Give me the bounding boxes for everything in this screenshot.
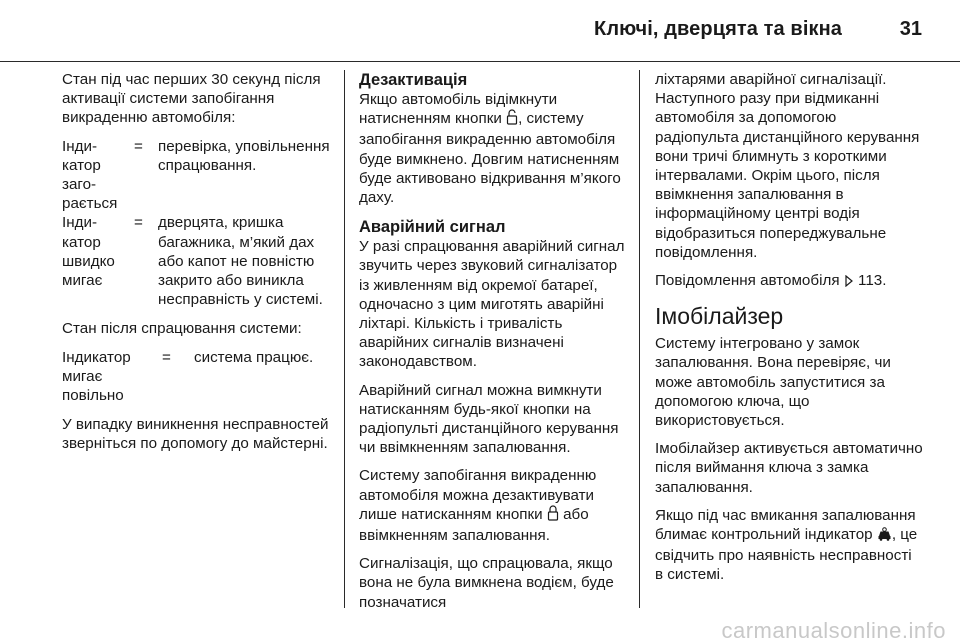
- table-desc: система працює.: [194, 348, 314, 366]
- table-term: Інди-катор швидко мигає: [62, 214, 115, 290]
- page-title: Ключі, дверцята та вікна: [594, 18, 842, 40]
- deactivation-heading: Дезактивація: [359, 71, 468, 89]
- alarm-text-b: або ввімкненням запалювання.: [359, 505, 589, 545]
- alarm-paragraph: Сигналізація, що спрацювала, якщо вона не була вимкнена водієм, буде позначатися: [359, 555, 614, 611]
- table-eq: =: [134, 214, 143, 232]
- reference-text: Повідомлення автомобіля: [655, 272, 844, 290]
- page-header: [0, 0, 960, 62]
- intro-text: Стан під час перших 30 секунд після активації системи запобігання викраденню автомобіля:: [62, 71, 321, 127]
- immobilizer-paragraph: [655, 506, 923, 585]
- cross-reference: [655, 271, 923, 292]
- reference-page: 113.: [858, 272, 887, 290]
- alarm-text-a: Систему запобігання викраденню автомобіля можна дезактивувати лише натисканням кнопки: [359, 467, 597, 523]
- immobilizer-text-b: , це свідчить про наявність несправності в системі.: [655, 526, 918, 584]
- page-number: 31: [899, 18, 922, 40]
- immobilizer-paragraph: Імобілайзер активується автоматично після виймання ключа з замка запалювання.: [655, 440, 923, 496]
- table-eq: =: [162, 348, 171, 366]
- column-right: [655, 70, 923, 594]
- alarm-heading: Аварійний сигнал: [359, 218, 506, 237]
- header-rule: [0, 61, 960, 62]
- alarm-paragraph: У разі спрацювання аварійний сигнал звучить через звуковий сигналізатор із живленням від окремої батареї, одночасно з цим миготять аварійні ліхтарі. Кількість і тривалість аварійних сигналів визначені законодавством.: [359, 238, 625, 371]
- table-term: Індикатор мигає повільно: [62, 348, 131, 405]
- alarm-paragraph: Аварійний сигнал можна вимкнути натисканням будь-якої кнопки на радіопульті дистанційного керування чи ввімкненням запалювання.: [359, 381, 619, 457]
- after-trigger-label: Стан після спрацювання системи:: [62, 320, 302, 338]
- lock-icon: [547, 505, 559, 526]
- immobilizer-text-a: Якщо під час вмикання запалювання блимає контрольний індикатор: [655, 506, 916, 544]
- table-desc: дверцята, кришка багажника, м’який дах або капот не повністю закрито або виникла несправність у системі.: [158, 214, 323, 309]
- page-footer: [0, 612, 960, 642]
- car-key-warning-icon: [877, 527, 892, 546]
- alarm-paragraph: [359, 466, 627, 545]
- continued-text: ліхтарями аварійної сигналізації. Наступного разу при відмиканні автомобіля за допомогою радіопульта дистанційного керування вони тричі блимнуть з короткими інтервалами. Окрім цього, після ввімкнення запалювання в інформаційному центрі водія відобразиться попереджувальне повідомлення.: [655, 71, 920, 261]
- fault-text: У випадку виникнення несправностей зверніться по допомогу до майстерні.: [62, 416, 329, 453]
- immobilizer-paragraph: Систему інтегровано у замок запалювання. Вона перевіряє, чи може автомобіль запуститися за допомогою ключа, що використовується.: [655, 335, 891, 430]
- watermark: carmanualsonline.info: [721, 618, 946, 643]
- deactivation-text: [359, 90, 627, 207]
- table-row: [62, 348, 330, 406]
- table-desc: перевірка, уповільнення спрацювання.: [158, 137, 330, 174]
- deactivation-text-a: Якщо автомобіль відімкнути натисненням кнопки: [359, 91, 558, 128]
- table-term: Інди-катор заго-рається: [62, 137, 118, 213]
- deactivation-text-b: , систему запобігання викраденню автомобіля буде вимкнено. Довгим натисненням буде активовано відкривання м’якого даху.: [359, 110, 621, 207]
- status-table-first-30s: [62, 137, 330, 310]
- table-row: [62, 137, 330, 214]
- page-reference-arrow-icon: [844, 273, 854, 292]
- column-middle: [359, 70, 627, 621]
- immobilizer-heading: Імобілайзер: [655, 303, 784, 330]
- column-left: [62, 70, 330, 463]
- table-row: [62, 213, 330, 309]
- unlock-icon: [506, 109, 518, 130]
- table-eq: =: [134, 137, 143, 155]
- column-divider: [344, 70, 345, 608]
- status-table-after-trigger: [62, 348, 330, 406]
- column-divider: [639, 70, 640, 608]
